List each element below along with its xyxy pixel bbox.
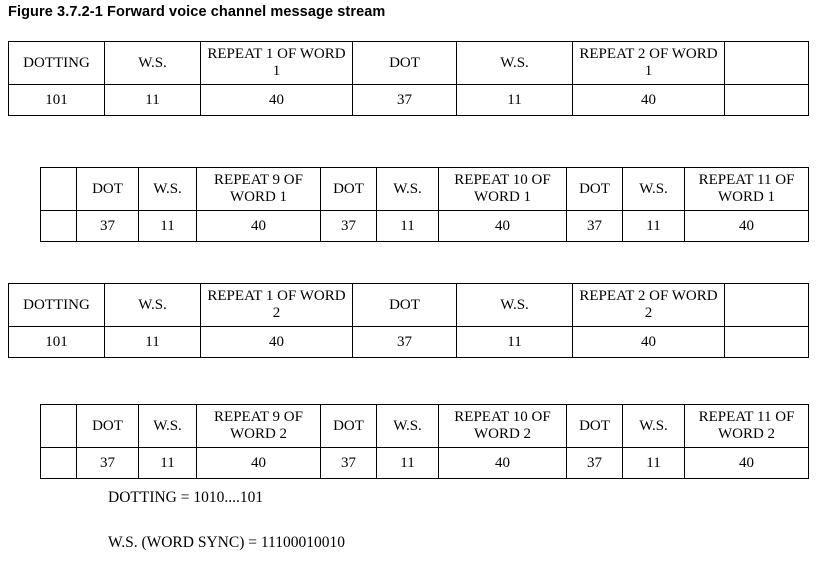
cell-value: 40 [439,448,567,479]
table-row [41,168,809,211]
cell-value: 37 [77,448,139,479]
cell-label: DOT [567,405,623,448]
cell-value: 11 [105,85,201,116]
cell-value: 11 [377,211,439,242]
cell-value: 11 [457,327,573,358]
cell-label [41,405,77,448]
cell-value: 40 [573,85,725,116]
cell-value: 11 [377,448,439,479]
cell-label [725,42,809,85]
word2-repeats-table [40,404,809,479]
word1-repeats-table [40,167,809,242]
cell-label: DOTTING [9,284,105,327]
cell-value: 11 [623,448,685,479]
cell-value: 40 [201,327,353,358]
cell-label: DOT [567,168,623,211]
cell-label: W.S. [623,405,685,448]
cell-value: 11 [457,85,573,116]
cell-value: 40 [439,211,567,242]
cell-label: DOT [77,405,139,448]
cell-value: 40 [201,85,353,116]
cell-value [725,85,809,116]
cell-value: 11 [139,211,197,242]
cell-label: REPEAT 10 OF WORD 1 [439,168,567,211]
cell-value [41,211,77,242]
cell-label: DOT [353,284,457,327]
cell-label: DOT [77,168,139,211]
cell-value: 37 [567,448,623,479]
table-row [9,85,809,116]
cell-label: DOT [321,168,377,211]
cell-label: REPEAT 1 OF WORD 2 [201,284,353,327]
cell-value: 11 [139,448,197,479]
cell-value: 40 [197,448,321,479]
cell-value [725,327,809,358]
cell-label: REPEAT 11 OF WORD 1 [685,168,809,211]
cell-value: 37 [321,211,377,242]
figure-title: Figure 3.7.2-1 Forward voice channel message stream [8,4,386,20]
cell-value: 40 [685,211,809,242]
cell-label: W.S. [139,168,197,211]
table-row [9,327,809,358]
table-row [9,284,809,327]
table-row [41,211,809,242]
cell-label: W.S. [105,284,201,327]
cell-label: REPEAT 10 OF WORD 2 [439,405,567,448]
cell-label: REPEAT 2 OF WORD 2 [573,284,725,327]
dotting-definition-note: DOTTING = 1010....101 [108,489,264,506]
cell-value: 101 [9,85,105,116]
cell-value: 40 [197,211,321,242]
cell-value: 40 [573,327,725,358]
cell-value: 37 [353,85,457,116]
table-row [9,42,809,85]
cell-label: DOTTING [9,42,105,85]
cell-label: REPEAT 1 OF WORD 1 [201,42,353,85]
cell-label: W.S. [377,405,439,448]
cell-value: 37 [567,211,623,242]
cell-label: REPEAT 11 OF WORD 2 [685,405,809,448]
word2-start-table [8,283,809,358]
table-row [41,448,809,479]
word-sync-definition-note: W.S. (WORD SYNC) = 11100010010 [108,534,345,551]
cell-label [725,284,809,327]
cell-value: 37 [321,448,377,479]
cell-label: W.S. [105,42,201,85]
cell-value: 40 [685,448,809,479]
cell-label: W.S. [139,405,197,448]
cell-label: DOT [321,405,377,448]
cell-label: REPEAT 9 OF WORD 1 [197,168,321,211]
cell-value: 37 [77,211,139,242]
cell-label [41,168,77,211]
cell-label: W.S. [623,168,685,211]
cell-value: 37 [353,327,457,358]
cell-value: 11 [623,211,685,242]
cell-label: REPEAT 2 OF WORD 1 [573,42,725,85]
cell-label: REPEAT 9 OF WORD 2 [197,405,321,448]
cell-value [41,448,77,479]
word1-start-table [8,41,809,116]
cell-label: DOT [353,42,457,85]
cell-label: W.S. [457,284,573,327]
table-row [41,405,809,448]
cell-label: W.S. [377,168,439,211]
cell-value: 101 [9,327,105,358]
cell-label: W.S. [457,42,573,85]
cell-value: 11 [105,327,201,358]
